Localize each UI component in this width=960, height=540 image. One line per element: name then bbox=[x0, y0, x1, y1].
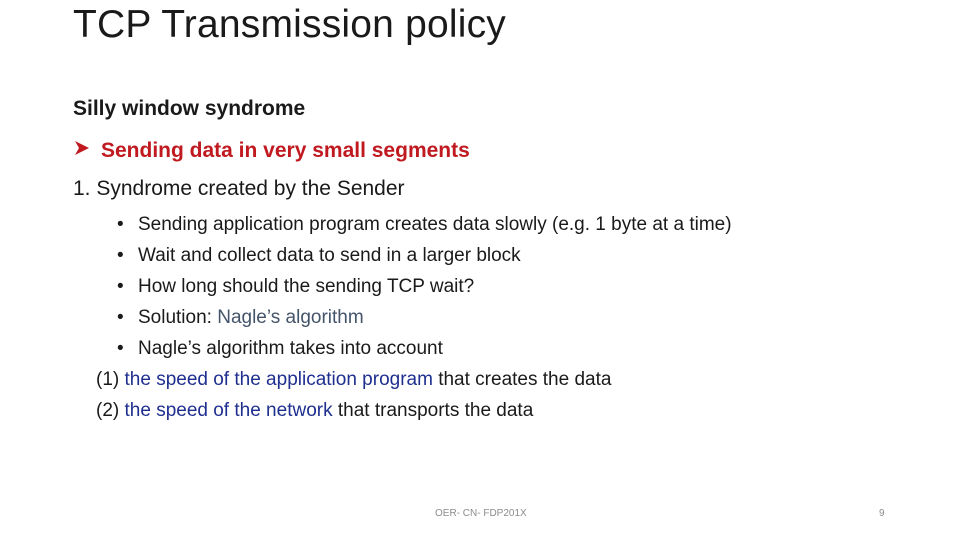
bullet-marker: • bbox=[117, 338, 124, 359]
sub-point-highlight: the speed of the network bbox=[124, 400, 333, 421]
sub-point-prefix: (1) bbox=[96, 369, 125, 390]
bullet-marker: • bbox=[117, 214, 124, 235]
bullet-text bbox=[138, 302, 364, 333]
bullet-text: Wait and collect data to send in a larger block bbox=[138, 245, 521, 266]
sub-point-suffix: that transports the data bbox=[332, 400, 534, 421]
arrow-bullet-icon bbox=[73, 137, 95, 165]
sub-point-highlight: the speed of the application program bbox=[124, 369, 433, 390]
bullet-item bbox=[117, 209, 732, 240]
bullet-list bbox=[96, 209, 732, 426]
nagle-algorithm-highlight: Nagle’s algorithm bbox=[217, 307, 364, 328]
slide-title: TCP Transmission policy bbox=[73, 3, 507, 46]
sub-point bbox=[96, 364, 732, 395]
bullet-marker: • bbox=[117, 276, 124, 297]
section-heading: Silly window syndrome bbox=[73, 97, 306, 120]
bullet-text: How long should the sending TCP wait? bbox=[138, 276, 475, 297]
bullet-item bbox=[117, 302, 732, 333]
numbered-point: 1. Syndrome created by the Sender bbox=[73, 177, 405, 200]
bullet-text: Nagle’s algorithm takes into account bbox=[138, 338, 443, 359]
bullet-item bbox=[117, 271, 732, 302]
sub-point bbox=[96, 395, 732, 426]
sub-point-prefix: (2) bbox=[96, 400, 125, 421]
bullet-marker: • bbox=[117, 245, 124, 266]
bullet-marker: • bbox=[117, 307, 124, 328]
bullet-prefix: Solution: bbox=[138, 307, 218, 328]
sub-point-suffix: that creates the data bbox=[432, 369, 612, 390]
bullet-item bbox=[117, 240, 732, 271]
bullet-text: Sending application program creates data slowly (e.g. 1 byte at a time) bbox=[138, 214, 732, 235]
bullet-item bbox=[117, 333, 732, 364]
footer-text: OER- CN- FDP201X bbox=[435, 508, 527, 519]
arrow-point bbox=[73, 137, 470, 165]
arrow-point-text: Sending data in very small segments bbox=[101, 139, 470, 162]
page-number: 9 bbox=[879, 508, 885, 519]
